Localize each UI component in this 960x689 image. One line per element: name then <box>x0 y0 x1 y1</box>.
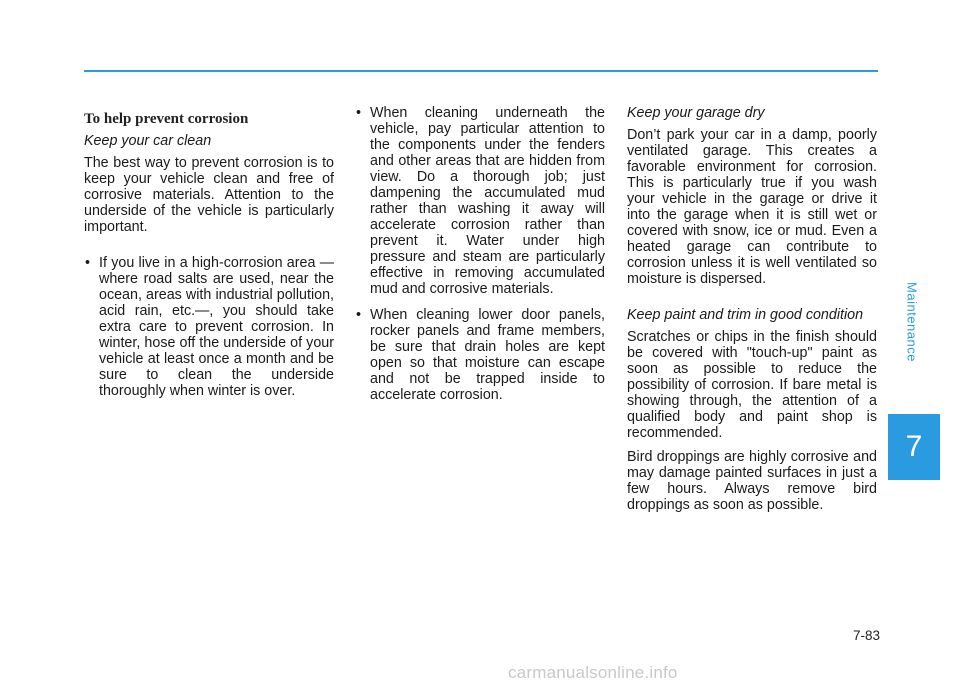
paragraph-paint: Scratches or chips in the finish should be covered with "touch-up" paint as soon as possible to reduce the possibility of corrosion. If bare metal is showing through, the attention of a qualified body and paint shop is recommended. <box>627 329 877 441</box>
bullet-list-left <box>84 255 334 399</box>
paragraph-bird-droppings: Bird droppings are highly corrosive and may damage painted surfaces in just a few hours. Always remove bird droppings as soon as possible. <box>627 449 877 513</box>
subheading-paint-trim: Keep paint and trim in good condition <box>627 307 864 323</box>
list-item: • If you live in a high-corrosion area — where road salts are used, near the ocean, areas with industrial pollution, acid rain, etc.—, you should take extra care to prevent corrosion. In winter, hose off the underside of your vehicle at least once a month and be sure to clean the underside thoroughly when winter is over. <box>84 255 334 399</box>
chapter-tab <box>888 414 940 480</box>
list-item: • When cleaning lower door panels, rocker panels and frame members, be sure that drain holes are kept open so that moisture can escape and not be trapped inside to accelerate corrosion. <box>355 307 605 403</box>
section-heading: To help prevent corrosion <box>84 111 249 127</box>
paragraph-intro: The best way to prevent corrosion is to keep your vehicle clean and free of corrosive materials. Attention to the underside of the vehicle is particularly important. <box>84 155 334 235</box>
subheading-garage-dry: Keep your garage dry <box>627 105 765 121</box>
section-label-text: Maintenance <box>904 282 920 362</box>
column-left <box>84 105 334 409</box>
subheading-keep-car-clean: Keep your car clean <box>84 133 212 149</box>
header-rule <box>84 70 878 72</box>
page-number: 7-83 <box>852 628 880 643</box>
list-item: • When cleaning underneath the vehicle, pay particular attention to the components under the fenders and other areas that are hidden from view. Do a thorough job; just dampening the accumulated mud rather than washing it away will accelerate corrosion rather than prevent it. Water under high pressure and steam are particularly effective in removing accumulated mud and corrosive materials. <box>355 105 605 297</box>
section-side-label <box>892 232 932 412</box>
column-right <box>627 105 877 521</box>
watermark: carmanualsonline.info <box>508 663 678 682</box>
chapter-number: 7 <box>905 430 923 463</box>
paragraph-garage: Don’t park your car in a damp, poorly ventilated garage. This creates a favorable environment for corrosion. This is particularly true if you wash your vehicle in the garage or drive it into the garage when it is still wet or covered with snow, ice or mud. Even a heated garage can contribute to corrosion unless it is well ventilated so moisture is dispersed. <box>627 127 877 287</box>
bullet-list-middle <box>355 105 605 403</box>
column-middle <box>355 105 605 413</box>
